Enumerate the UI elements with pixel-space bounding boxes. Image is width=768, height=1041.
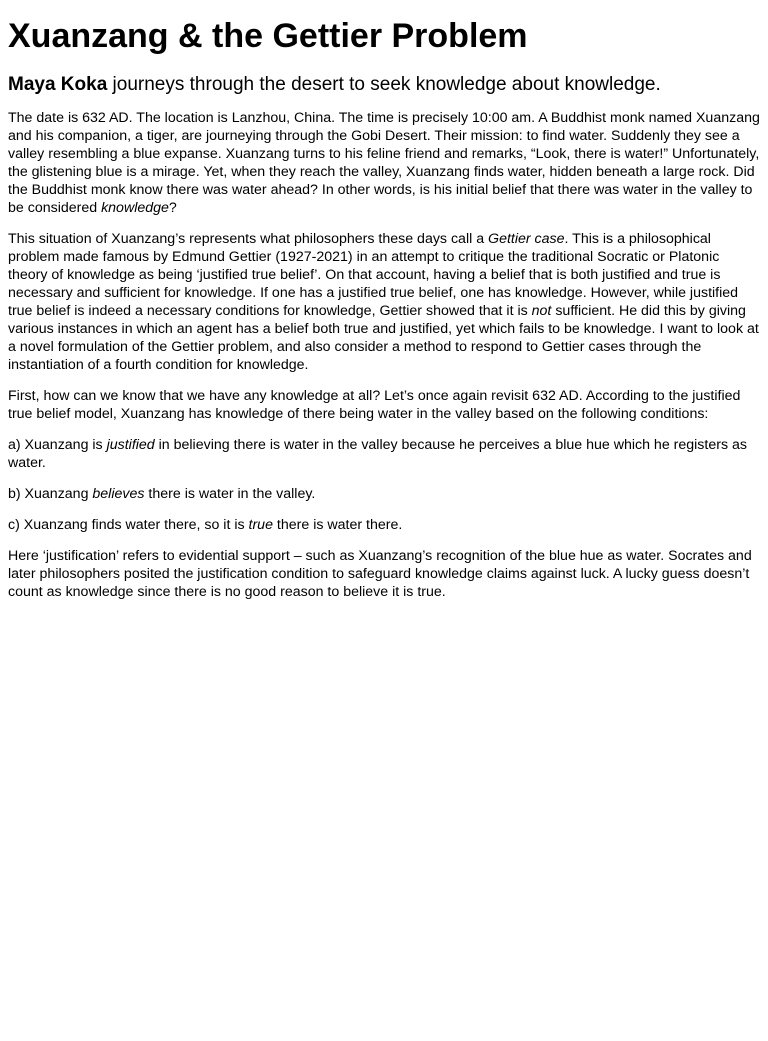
condition-c-lead: c) Xuanzang finds water there, so it is bbox=[8, 517, 249, 533]
article-title: Xuanzang & the Gettier Problem bbox=[8, 17, 528, 55]
emphasis-not: not bbox=[531, 303, 552, 319]
paragraph-2-text: This situation of Xuanzang’s represents what philosophers these days call a bbox=[8, 231, 489, 247]
condition-b-rest: there is water in the valley. bbox=[144, 486, 316, 502]
condition-c-rest: there is water there. bbox=[272, 517, 403, 533]
condition-b bbox=[8, 485, 760, 503]
author-name: Maya Koka bbox=[8, 74, 108, 95]
paragraph-1 bbox=[8, 109, 760, 217]
article bbox=[0, 17, 768, 601]
emphasis-gettier-case: Gettier case bbox=[488, 231, 565, 247]
paragraph-1-text: The date is 632 AD. The location is Lanzhou, China. The time is precisely 10:00 am. A Buddhist monk named Xuanzang and his companion, a tiger, are journeying through the Gobi Desert. Their mission: to find water. Suddenly they see a valley resembling a blue expanse. Xuanzang turns to his feline friend and remarks, “Look, there is water!” Unfortunately, the glistening blue is a mirage. Yet, when they reach the valley, Xuanzang finds water, hidden beneath a large rock. Did the Buddhist monk know there was water ahead? In other words, is his initial belief that there was water in the valley to be considered bbox=[8, 110, 760, 216]
emphasis-true: true bbox=[248, 517, 273, 533]
dek-text: journeys through the desert to seek knowledge about knowledge. bbox=[107, 74, 661, 95]
emphasis-knowledge: knowledge bbox=[101, 200, 169, 216]
article-dek bbox=[8, 73, 760, 97]
paragraph-4: Here ‘justification’ refers to evidential support – such as Xuanzang’s recognition of the blue hue as water. Socrates and later philosophers posited the justification condition to safeguard knowledge claims against luck. A lucky guess doesn’t count as knowledge since there is no good reason to believe it is true. bbox=[8, 548, 752, 600]
paragraph-2-text-middle: . This is a philosophical problem made famous by Edmund Gettier (1927-2021) in an attempt to critique the traditional Socratic or Platonic theory of knowledge as being ‘justified true belief’. On that account, having a belief that is both justified and true is necessary and sufficient for knowledge. If one has a justified true belief, one has knowledge. However, while justified true belief is indeed a necessary conditions for knowledge, Gettier showed that it is bbox=[8, 231, 739, 319]
paragraph-3: First, how can we know that we have any knowledge at all? Let’s once again revisit 632 AD. According to the justified true belief model, Xuanzang has knowledge of there being water in the valley based on the following conditions: bbox=[8, 388, 741, 422]
condition-a bbox=[8, 436, 760, 472]
condition-a-rest: in believing there is water in the valley because he perceives a blue hue which he registers as water. bbox=[8, 437, 747, 471]
condition-a-lead: a) Xuanzang is bbox=[8, 437, 107, 453]
condition-c bbox=[8, 516, 760, 534]
condition-b-lead: b) Xuanzang bbox=[8, 486, 93, 502]
paragraph-2-text-end: sufficient. He did this by giving various instances in which an agent has a belief both true and justified, yet which fails to be knowledge. I want to look at a novel formulation of the Gettier problem, and also consider a method to respond to Gettier cases through the instantiation of a fourth condition for knowledge. bbox=[8, 303, 759, 373]
emphasis-justified: justified bbox=[106, 437, 155, 453]
paragraph-2 bbox=[8, 230, 760, 374]
emphasis-believes: believes bbox=[92, 486, 145, 502]
paragraph-1-end: ? bbox=[168, 200, 177, 216]
